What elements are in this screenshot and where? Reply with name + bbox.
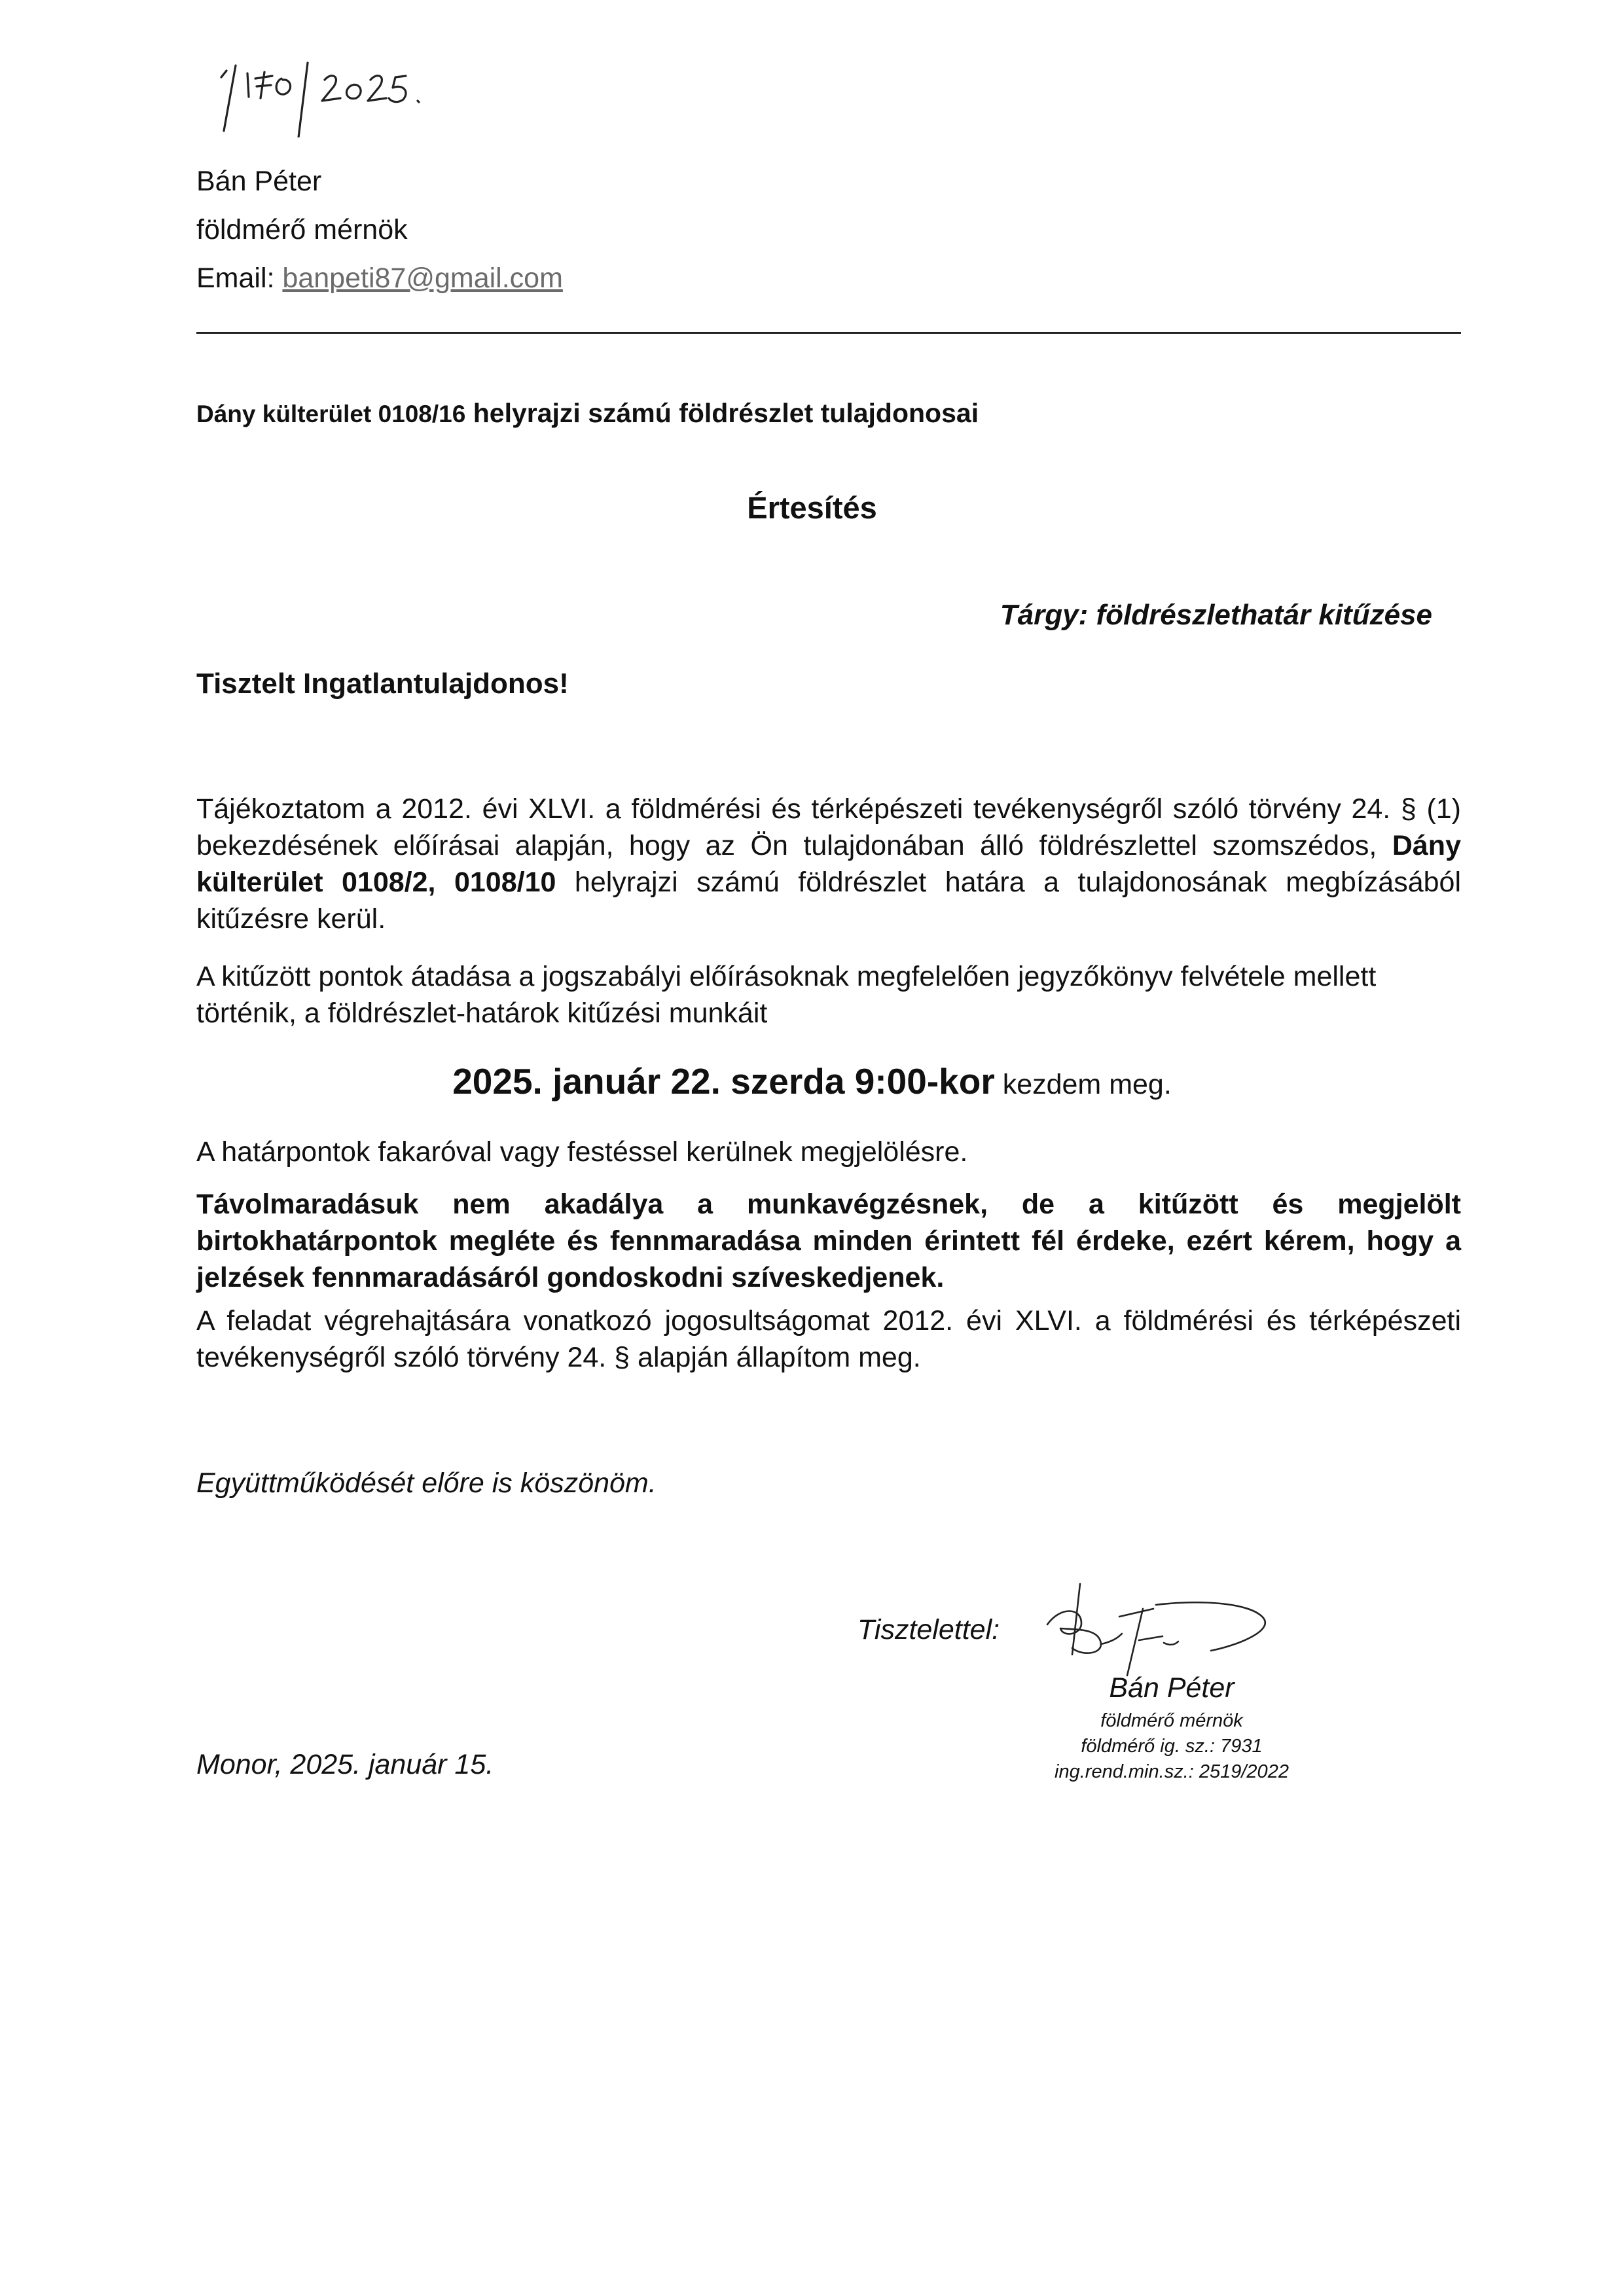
paragraph-handover: A kitűzött pontok átadása a jogszabályi előírásoknak megfelelően jegyzőkönyv felvétele mellett történik, a földrészlet-határok kitűzési munkáit (196, 961, 1377, 1029)
document-title: Értesítés (747, 490, 877, 525)
sender-name: Bán Péter (196, 166, 322, 197)
appointment-suffix: kezdem meg. (1002, 1069, 1172, 1100)
parcel-numbers: Dány külterület 0108/2, 0108/10 (196, 830, 1461, 898)
sender-title: földmérő mérnök (196, 214, 408, 245)
addressee (196, 398, 979, 429)
email-link[interactable]: banpeti87@gmail.com (282, 262, 563, 294)
paragraph-absence: Távolmaradásuk nem akadálya a munkavégzésnek, de a kitűzött és megjelölt birtokhatárpontok megléte és fennmaradása minden érintett fél érdeke, ezért kérem, hogy a jelzések fennmaradásáról gondoskodni szíveskedjenek. (196, 1189, 1461, 1293)
handwritten-reference-number (209, 39, 484, 137)
paragraph-notice-text-c: helyrajzi számú földrészlet határa a tulajdonosának megbízásából kitűzésre kerül. (196, 867, 1461, 935)
addressee-owners: helyrajzi számú földrészlet tulajdonosai (473, 398, 979, 428)
signer-license: földmérő ig. sz.: 7931 (1081, 1736, 1263, 1757)
closing-line: Tisztelettel: (857, 1614, 1000, 1645)
paragraph-marking: A határpontok fakaróval vagy festéssel kerülnek megjelölésre. (196, 1136, 968, 1168)
appointment-date-line (0, 1060, 1624, 1102)
sender-email-line (196, 254, 563, 302)
place-and-date: Monor, 2025. január 15. (196, 1749, 494, 1780)
email-label: Email: (196, 262, 275, 294)
signer-title: földmérő mérnök (1100, 1710, 1243, 1731)
signer-block (1021, 1668, 1322, 1785)
appointment-datetime: 2025. január 22. szerda 9:00-kor (452, 1061, 995, 1102)
signer-name: Bán Péter (1109, 1672, 1235, 1704)
subject-line: Tárgy: földrészlethatár kitűzése (1000, 599, 1432, 631)
paragraph-notice-text-a: Tájékoztatom a 2012. évi XLVI. a földmérési és térképészeti tevékenységről szóló törvény 24. § (1) bekezdésének előírásai alapján, hogy az Ön tulajdonában álló földrészlettel szomszédos, (196, 793, 1461, 861)
paragraph-notice (196, 791, 1461, 937)
addressee-parcel: Dány külterület 0108/16 (196, 401, 466, 427)
thanks-line: Együttműködését előre is köszönöm. (196, 1467, 657, 1499)
paragraph-authority: A feladat végrehajtására vonatkozó jogosultságomat 2012. évi XLVI. a földmérési és térképészeti tevékenységről szóló törvény 24. § alapján állapítom meg. (196, 1305, 1461, 1373)
header-divider (196, 332, 1461, 334)
signer-registry: ing.rend.min.sz.: 2519/2022 (1055, 1761, 1289, 1782)
salutation: Tisztelt Ingatlantulajdonos! (196, 668, 569, 700)
sender-block (196, 157, 563, 302)
